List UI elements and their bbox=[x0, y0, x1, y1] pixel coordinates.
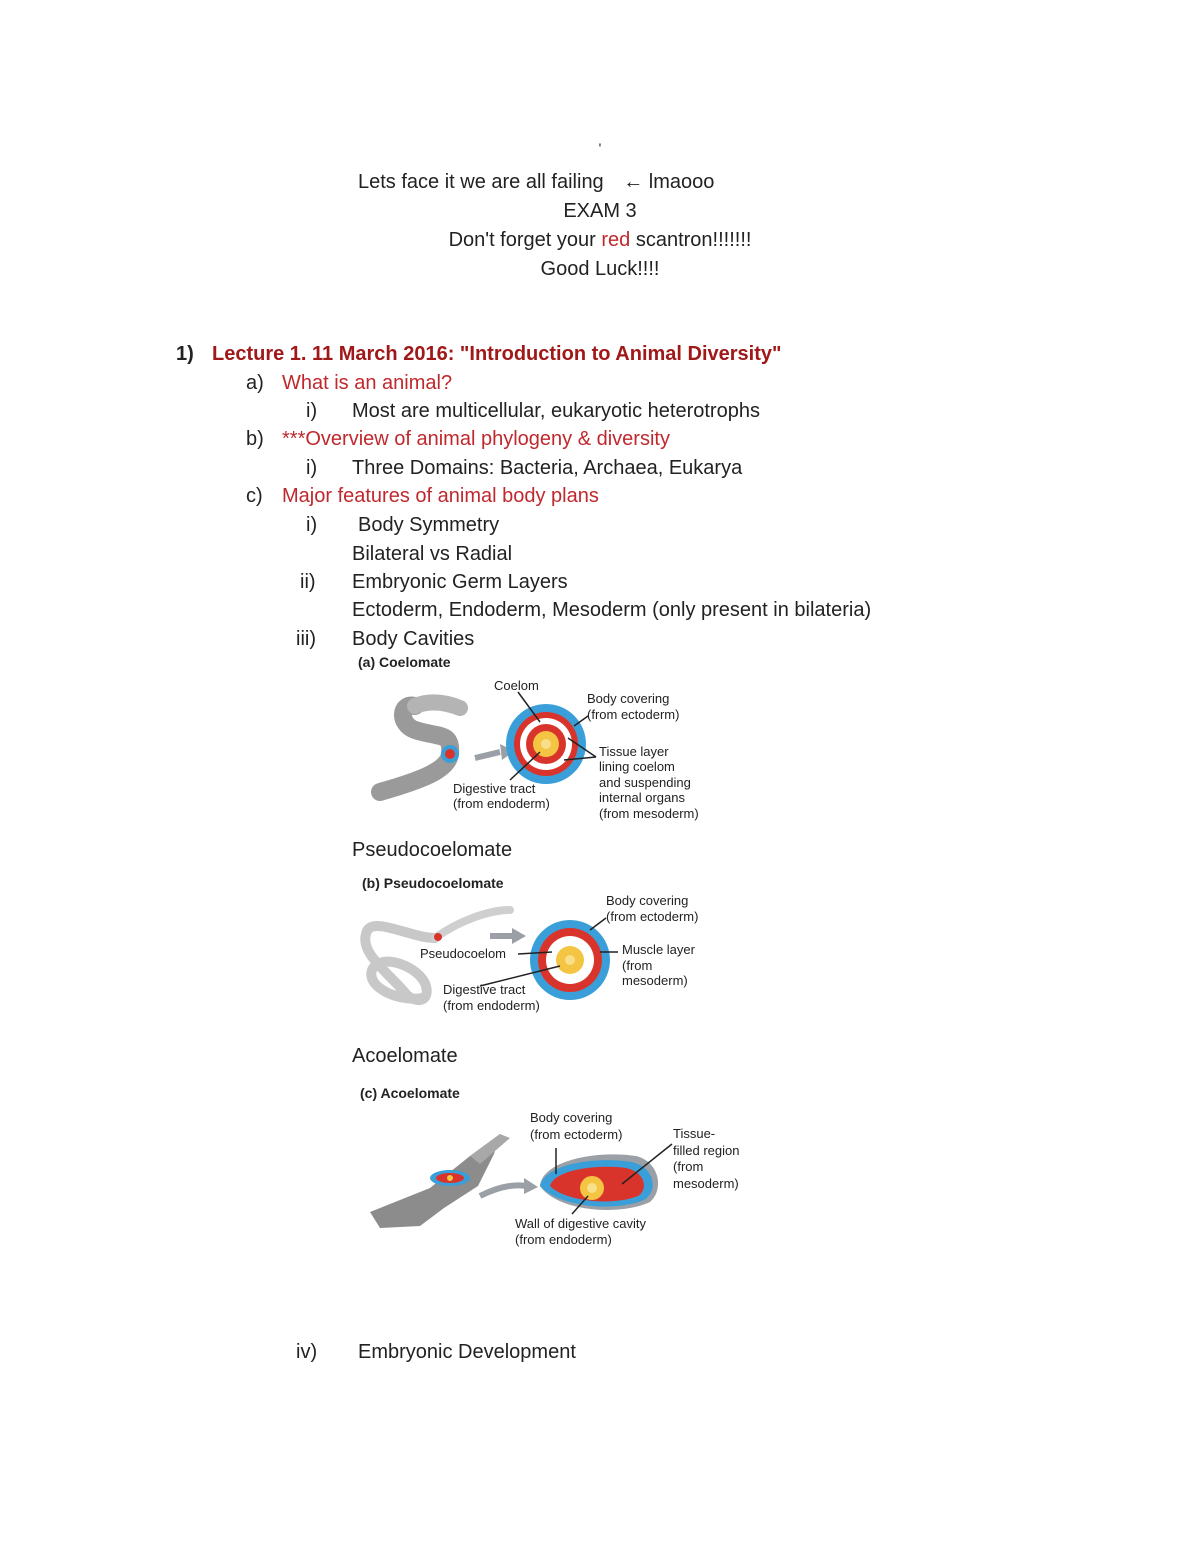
pseudocoelomate-diagram bbox=[360, 890, 740, 1020]
acoelomate-caption: Acoelomate bbox=[352, 1045, 458, 1067]
filled-region-label: filled region bbox=[673, 1143, 740, 1158]
tissue-label: Tissue- bbox=[673, 1126, 716, 1141]
lining-coelom-label: lining coelom bbox=[599, 759, 675, 774]
c-iii-marker: iii) bbox=[296, 628, 316, 650]
coelomate-arrow bbox=[475, 752, 500, 758]
from-ectoderm-label: (from ectoderm) bbox=[587, 707, 680, 722]
mesoderm-label: mesoderm) bbox=[673, 1176, 739, 1191]
section-a-marker: a) bbox=[246, 372, 264, 394]
a-i-text: Most are multicellular, eukaryotic heterotrophs bbox=[352, 400, 760, 422]
internal-organs-label: internal organs bbox=[599, 790, 685, 805]
c-ii-detail: Ectoderm, Endoderm, Mesoderm (only present in bilateria) bbox=[352, 599, 872, 621]
exam-title: EXAM 3 bbox=[563, 200, 637, 222]
acoel-arrowhead bbox=[524, 1178, 538, 1194]
section-c-title: Major features of animal body plans bbox=[282, 485, 599, 507]
pseudocoelomate-caption: Pseudocoelomate bbox=[352, 839, 513, 861]
c-iv-text: Embryonic Development bbox=[358, 1341, 576, 1363]
muscle-layer-label: Muscle layer bbox=[622, 942, 695, 957]
lmao-note: ← lmaooo bbox=[623, 171, 715, 193]
from-endoderm-label: (from endoderm) bbox=[443, 998, 540, 1013]
coelomate-diagram bbox=[360, 672, 740, 832]
scantron-reminder: Don't forget your red scantron!!!!!!! bbox=[448, 229, 752, 251]
gut-lumen bbox=[565, 955, 575, 965]
gut-lumen bbox=[541, 739, 551, 749]
from-ectoderm-label: (from ectoderm) bbox=[530, 1127, 623, 1142]
c-ii-text: Embryonic Germ Layers bbox=[352, 571, 568, 593]
a-i-marker: i) bbox=[306, 400, 318, 422]
acoelomate-figure-title: (c) Acoelomate bbox=[360, 1085, 460, 1101]
digestive-tract-label: Digestive tract bbox=[453, 781, 536, 796]
from-ectoderm-label: (from ectoderm) bbox=[606, 909, 699, 924]
c-iv-marker: iv) bbox=[296, 1341, 318, 1363]
header-line bbox=[358, 170, 714, 194]
from-endoderm-label: (from endoderm) bbox=[515, 1232, 612, 1247]
section-c-marker: c) bbox=[246, 485, 263, 507]
c-i-detail: Bilateral vs Radial bbox=[352, 543, 513, 565]
coelomate-figure-title: (a) Coelomate bbox=[358, 654, 451, 670]
b-i-marker: i) bbox=[306, 457, 318, 479]
body-covering-label: Body covering bbox=[530, 1110, 613, 1125]
lecture-number: 1) bbox=[176, 343, 194, 365]
earthworm-tail bbox=[415, 702, 460, 708]
c-i-text: Body Symmetry bbox=[358, 514, 500, 536]
section-a-title: What is an animal? bbox=[282, 372, 453, 394]
earthworm-body bbox=[380, 706, 450, 792]
section-b-marker: b) bbox=[246, 428, 264, 450]
from-label: (from bbox=[673, 1159, 704, 1174]
mesoderm-label: mesoderm) bbox=[622, 973, 688, 988]
section-b-title: ***Overview of animal phylogeny & diversity bbox=[282, 428, 670, 450]
from-label: (from bbox=[622, 958, 653, 973]
body-covering-label: Body covering bbox=[606, 893, 689, 908]
failing-text: Lets face it we are all failing bbox=[358, 171, 604, 193]
coelom-label: Coelom bbox=[494, 678, 539, 693]
c-iii-text: Body Cavities bbox=[352, 628, 475, 650]
flatworm-gut-dot bbox=[447, 1175, 453, 1181]
roundworm-body bbox=[365, 926, 435, 1000]
b-i-text: Three Domains: Bacteria, Archaea, Eukarya bbox=[352, 457, 743, 479]
acoel-arrow bbox=[480, 1185, 526, 1196]
pseudocoelomate-figure-title: (b) Pseudocoelomate bbox=[362, 875, 504, 891]
acoelomate-diagram bbox=[360, 1104, 770, 1254]
wall-digestive-label: Wall of digestive cavity bbox=[515, 1216, 647, 1231]
earthworm-cross-section-inner bbox=[445, 749, 455, 759]
digestive-tract-label: Digestive tract bbox=[443, 982, 526, 997]
tissue-layer-label: Tissue layer bbox=[599, 744, 669, 759]
from-endoderm-label: (from endoderm) bbox=[453, 796, 550, 811]
c-ii-marker: ii) bbox=[300, 571, 316, 593]
gut-lumen bbox=[587, 1183, 597, 1193]
pseudocoelom-label: Pseudocoelom bbox=[420, 946, 506, 961]
suspending-label: and suspending bbox=[599, 775, 691, 790]
roundworm-cross-section bbox=[434, 933, 442, 941]
good-luck: Good Luck!!!! bbox=[540, 258, 660, 280]
c-i-marker: i) bbox=[306, 514, 318, 536]
lecture-title: Lecture 1. 11 March 2016: "Introduction to Animal Diversity" bbox=[212, 343, 782, 365]
red-word: red bbox=[601, 229, 631, 251]
pseudo-arrowhead bbox=[512, 928, 526, 944]
body-covering-label: Body covering bbox=[587, 691, 670, 706]
stray-mark: ' bbox=[598, 140, 602, 156]
cover-leader bbox=[590, 918, 606, 930]
from-mesoderm-label: (from mesoderm) bbox=[599, 806, 699, 821]
